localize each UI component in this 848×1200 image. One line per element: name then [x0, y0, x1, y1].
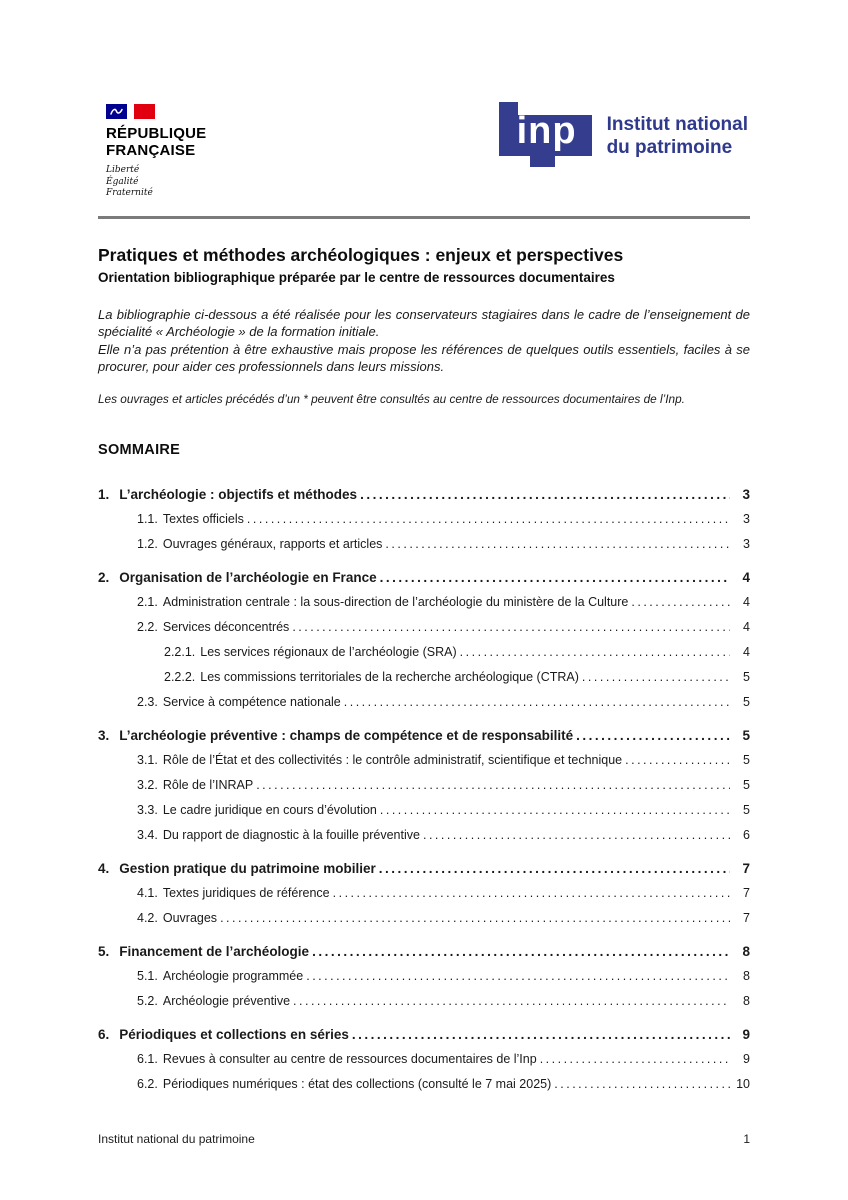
- toc-entry-page: 4: [743, 594, 750, 609]
- masthead: [98, 104, 750, 200]
- toc-entry-number: 2.2.: [137, 619, 158, 634]
- motto-line3: Fraternité: [106, 188, 153, 198]
- toc-entry-2-1[interactable]: [98, 590, 750, 615]
- toc-entry-1-2[interactable]: [98, 532, 750, 557]
- toc-entry-number: 1.: [98, 486, 110, 502]
- toc-entry-text: Archéologie préventive: [162, 993, 291, 1008]
- inp-logo-tab-bottom: [530, 156, 555, 167]
- toc-leader-dots: [625, 748, 730, 773]
- toc-leader-dots: [576, 723, 730, 748]
- toc-entry-text: Le cadre juridique en cours d’évolution: [162, 802, 377, 817]
- toc-leader-dots: [360, 482, 730, 507]
- toc-entry-6-1[interactable]: [98, 1047, 750, 1072]
- toc-leader-dots: [256, 773, 730, 798]
- toc-entry-text: Les commissions territoriales de la recherche archéologique (CTRA): [200, 669, 579, 684]
- toc-entry-page: 7: [743, 910, 750, 925]
- toc-entry-number: 5.1.: [137, 968, 158, 983]
- toc-leader-dots: [344, 690, 730, 715]
- toc-entry-page: 5: [743, 752, 750, 767]
- toc-entry-page: 8: [743, 968, 750, 983]
- toc-entry-text: Du rapport de diagnostic à la fouille préventive: [162, 827, 420, 842]
- liberte-egalite-fraternite-motto: [106, 165, 206, 200]
- intro-paragraphs: [98, 306, 750, 376]
- french-flag-icon: [106, 104, 206, 119]
- inp-name-line1: Institut national: [606, 114, 748, 135]
- toc-entry-text: Périodiques numériques : état des collections (consulté le 7 mai 2025): [162, 1076, 552, 1091]
- intro-paragraph-1: La bibliographie ci-dessous a été réalisée pour les conservateurs stagiaires dans le cadre de l’enseignement de spécialité « Archéologie » de la formation initiale.: [98, 306, 750, 339]
- toc-entry-1-1[interactable]: [98, 507, 750, 532]
- toc-entry-page: 5: [743, 669, 750, 684]
- toc-entry-page: 8: [743, 993, 750, 1008]
- toc-entry-3-3[interactable]: [98, 798, 750, 823]
- toc-entry-page: 4: [742, 569, 750, 585]
- toc-entry-4-2[interactable]: [98, 906, 750, 931]
- toc-entry-number: 4.2.: [137, 910, 158, 925]
- marianne-silhouette-icon: [106, 104, 127, 119]
- toc-entry-2-2-2[interactable]: [98, 665, 750, 690]
- toc-entry-page: 5: [743, 802, 750, 817]
- toc-entry-5-1[interactable]: [98, 964, 750, 989]
- motto-line1: Liberté: [106, 165, 140, 175]
- page-subtitle: Orientation bibliographique préparée par le centre de ressources documentaires: [98, 269, 615, 285]
- header-divider: [98, 216, 750, 219]
- toc-entry-number: 3.3.: [137, 802, 158, 817]
- inp-logo-mark: [499, 102, 592, 168]
- toc-entry-text: Textes officiels: [162, 511, 244, 526]
- toc-entry-page: 5: [743, 694, 750, 709]
- toc-leader-dots: [631, 590, 730, 615]
- toc-leader-dots: [312, 939, 730, 964]
- toc-entry-number: 4.: [98, 860, 110, 876]
- toc-entry-text: Les services régionaux de l’archéologie (SRA): [200, 644, 457, 659]
- toc-entry-number: 1.1.: [137, 511, 158, 526]
- toc-entry-text: Rôle de l’État et des collectivités : le contrôle administratif, scientifique et technique: [162, 752, 623, 767]
- toc-entry-number: 3.4.: [137, 827, 158, 842]
- toc-entry-3-4[interactable]: [98, 823, 750, 848]
- page-footer: [98, 1132, 750, 1146]
- toc-entry-page: 7: [743, 885, 750, 900]
- footer-page-number: 1: [743, 1132, 750, 1146]
- toc-entry-text: Archéologie programmée: [162, 968, 304, 983]
- toc-entry-2-2-1[interactable]: [98, 640, 750, 665]
- toc-entry-text: Ouvrages généraux, rapports et articles: [162, 536, 383, 551]
- toc-leader-dots: [380, 798, 730, 823]
- toc-leader-dots: [379, 856, 730, 881]
- toc-leader-dots: [306, 964, 730, 989]
- toc-leader-dots: [247, 507, 730, 532]
- toc-entry-page: 3: [743, 511, 750, 526]
- republique-francaise-wordmark: [106, 125, 206, 159]
- toc-entry-3-2[interactable]: [98, 773, 750, 798]
- toc-leader-dots: [292, 615, 730, 640]
- toc-entry-text: Gestion pratique du patrimoine mobilier: [119, 860, 376, 876]
- toc-entry-page: 5: [742, 727, 750, 743]
- toc-entry-text: L’archéologie : objectifs et méthodes: [119, 486, 358, 502]
- toc-entry-text: Services déconcentrés: [162, 619, 290, 634]
- page-title: Pratiques et méthodes archéologiques : enjeux et perspectives: [98, 244, 624, 265]
- toc-leader-dots: [582, 665, 730, 690]
- toc-entry-text: Périodiques et collections en séries: [119, 1026, 349, 1042]
- toc-entry-4-1[interactable]: [98, 881, 750, 906]
- footer-institution: Institut national du patrimoine: [98, 1132, 255, 1146]
- toc-entry-page: 9: [743, 1051, 750, 1066]
- toc-leader-dots: [352, 1022, 730, 1047]
- toc-entry-number: 2.2.1.: [164, 644, 196, 659]
- republique-francaise-logo: [106, 104, 206, 200]
- toc-entry-number: 3.: [98, 727, 110, 743]
- sommaire-heading: SOMMAIRE: [98, 441, 181, 458]
- toc-entry-text: Organisation de l’archéologie en France: [119, 569, 377, 585]
- toc-entry-2-2[interactable]: [98, 615, 750, 640]
- toc-leader-dots: [540, 1047, 730, 1072]
- toc-entry-number: 6.2.: [137, 1076, 158, 1091]
- toc-entry-page: 5: [743, 777, 750, 792]
- toc-entry-5[interactable]: [98, 939, 750, 964]
- flag-blue-block: [106, 104, 127, 119]
- toc-entry-number: 6.1.: [137, 1051, 158, 1066]
- toc-entry-3-1[interactable]: [98, 748, 750, 773]
- toc-entry-6[interactable]: [98, 1022, 750, 1047]
- toc-leader-dots: [423, 823, 730, 848]
- toc-entry-2-3[interactable]: [98, 690, 750, 715]
- toc-entry-text: Revues à consulter au centre de ressources documentaires de l’Inp: [162, 1051, 537, 1066]
- toc-entry-text: Administration centrale : la sous-direction de l’archéologie du ministère de la Culture: [162, 594, 629, 609]
- toc-entry-page: 6: [743, 827, 750, 842]
- toc-entry-number: 5.2.: [137, 993, 158, 1008]
- toc-entry-page: 10: [736, 1076, 750, 1091]
- intro-paragraph-2: Elle n’a pas prétention à être exhaustive mais propose les références de quelques outils essentiels, faciles à se procurer, pour aider ces professionnels dans leurs missions.: [98, 341, 750, 374]
- toc-entry-page: 9: [742, 1026, 750, 1042]
- flag-red-block: [134, 104, 155, 119]
- motto-line2: Égalité: [106, 176, 139, 187]
- toc-leader-dots: [333, 881, 730, 906]
- toc-entry-2[interactable]: [98, 565, 750, 590]
- toc-leader-dots: [220, 906, 730, 931]
- toc-entry-page: 8: [742, 943, 750, 959]
- toc-leader-dots: [293, 989, 730, 1014]
- toc-entry-text: Ouvrages: [162, 910, 218, 925]
- toc-entry-4[interactable]: [98, 856, 750, 881]
- toc-entry-number: 2.3.: [137, 694, 158, 709]
- inp-logo: [499, 102, 748, 168]
- toc-entry-1[interactable]: [98, 482, 750, 507]
- toc-entry-text: Service à compétence nationale: [162, 694, 341, 709]
- inp-logo-text: inp: [516, 110, 577, 152]
- toc-entry-page: 3: [743, 536, 750, 551]
- toc-leader-dots: [380, 565, 730, 590]
- toc-leader-dots: [460, 640, 730, 665]
- toc-entry-3[interactable]: [98, 723, 750, 748]
- toc-entry-number: 2.1.: [137, 594, 158, 609]
- toc-entry-5-2[interactable]: [98, 989, 750, 1014]
- toc-entry-text: Rôle de l’INRAP: [162, 777, 254, 792]
- inp-name-line2: du patrimoine: [606, 137, 733, 158]
- toc-entry-number: 4.1.: [137, 885, 158, 900]
- toc-entry-text: Textes juridiques de référence: [162, 885, 330, 900]
- toc-entry-text: Financement de l’archéologie: [119, 943, 310, 959]
- toc-entry-number: 3.2.: [137, 777, 158, 792]
- toc-entry-page: 4: [743, 644, 750, 659]
- toc-entry-6-2[interactable]: [98, 1072, 750, 1097]
- toc-leader-dots: [385, 532, 730, 557]
- inp-wordmark: [607, 113, 748, 168]
- toc-entry-number: 6.: [98, 1026, 110, 1042]
- toc-leader-dots: [554, 1072, 730, 1097]
- toc-entry-page: 4: [743, 619, 750, 634]
- toc-entry-page: 7: [742, 860, 750, 876]
- toc-entry-number: 1.2.: [137, 536, 158, 551]
- toc-entry-page: 3: [742, 486, 750, 502]
- rf-line2: FRANÇAISE: [106, 142, 196, 159]
- toc-entry-number: 2.2.2.: [164, 669, 196, 684]
- toc-entry-text: L’archéologie préventive : champs de compétence et de responsabilité: [119, 727, 574, 743]
- asterisk-note: Les ouvrages et articles précédés d’un * peuvent être consultés au centre de ressources documentaires de l’Inp.: [98, 391, 685, 406]
- toc-entry-number: 3.1.: [137, 752, 158, 767]
- toc-entry-number: 5.: [98, 943, 110, 959]
- toc-entry-number: 2.: [98, 569, 110, 585]
- table-of-contents: [98, 482, 750, 1097]
- rf-line1: RÉPUBLIQUE: [106, 125, 207, 142]
